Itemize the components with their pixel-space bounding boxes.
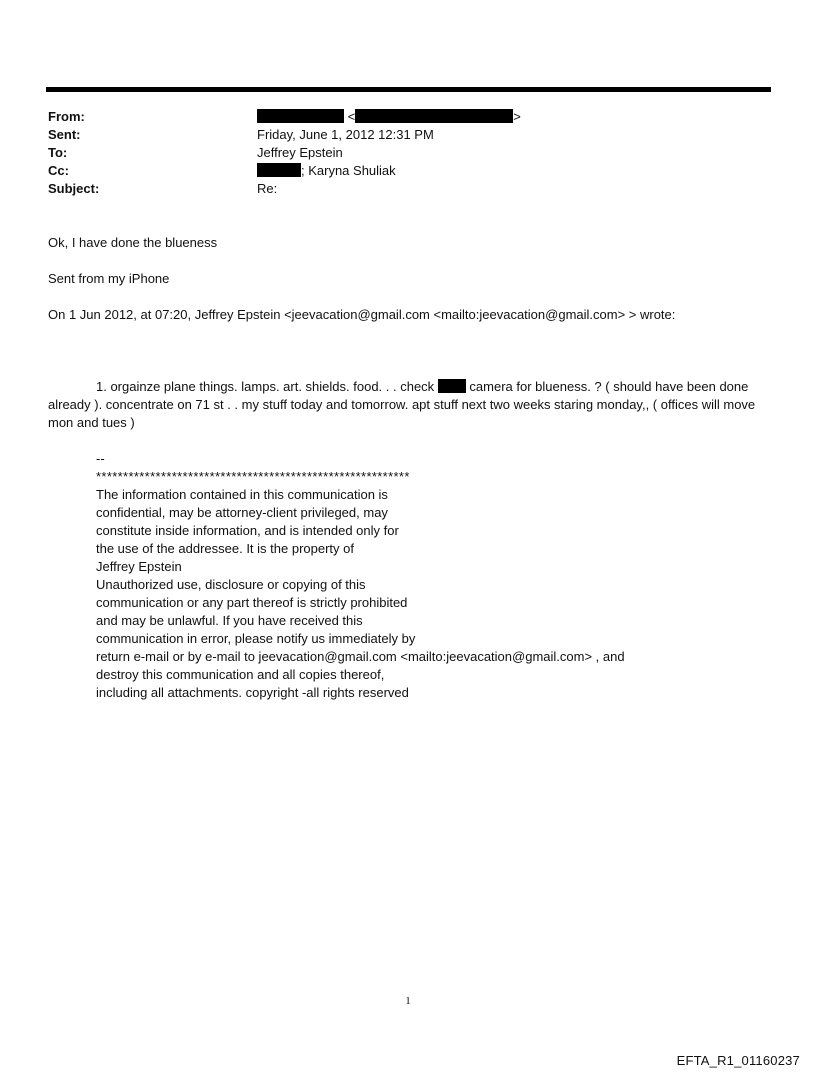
top-rule [46, 87, 771, 92]
disclaimer-line: communication or any part thereof is strictly prohibited [96, 595, 408, 610]
from-row [48, 108, 768, 126]
body-line-signature: Sent from my iPhone [48, 271, 170, 286]
disclaimer-dashes: -- [96, 451, 105, 466]
disclaimer-line: destroy this communication and all copies thereof, [96, 667, 385, 682]
disclaimer-line: and may be unlawful. If you have received this [96, 613, 363, 628]
body-line-attribution: On 1 Jun 2012, at 07:20, Jeffrey Epstein <jeevacation@gmail.com <mailto:jeevacation@gmail.com> > wrote: [48, 307, 676, 322]
to-label: To: [48, 145, 68, 160]
sent-label: Sent: [48, 127, 81, 142]
quoted-paragraph [48, 378, 758, 432]
redaction-box [257, 109, 344, 123]
from-close-bracket: > [513, 109, 521, 124]
to-row [48, 144, 768, 162]
disclaimer-line: constitute inside information, and is intended only for [96, 523, 399, 538]
disclaimer-line: return e-mail or by e-mail to jeevacation@gmail.com <mailto:jeevacation@gmail.com> , and [96, 649, 625, 664]
disclaimer-line: communication in error, please notify us immediately by [96, 631, 416, 646]
from-label: From: [48, 109, 85, 124]
cc-value [257, 162, 768, 180]
cc-names: ; Karyna Shuliak [301, 163, 396, 178]
page-number: 1 [405, 995, 411, 1007]
email-header [48, 108, 768, 198]
subject-value: Re: [257, 181, 278, 196]
disclaimer-line: Unauthorized use, disclosure or copying of this [96, 577, 366, 592]
sent-row [48, 126, 768, 144]
body-line-reply: Ok, I have done the blueness [48, 235, 218, 250]
cc-row [48, 162, 768, 180]
quoted-text-part2: camera for blueness. ? ( should have been done already ). concentrate on 71 st . . my stuff today and tomorrow. apt stuff next two weeks staring monday,, ( offices will move mon and tues ) [48, 379, 756, 430]
quoted-text-part1: 1. orgainze plane things. lamps. art. shields. food. . . check [96, 379, 438, 394]
disclaimer-stars: ********************************************************** [96, 469, 410, 484]
disclaimer-line: The information contained in this communication is [96, 487, 388, 502]
subject-row [48, 180, 768, 198]
redaction-box [355, 109, 513, 123]
sent-value: Friday, June 1, 2012 12:31 PM [257, 127, 434, 142]
redaction-box [438, 379, 466, 393]
confidentiality-disclaimer [96, 450, 736, 702]
disclaimer-line: the use of the addressee. It is the property of [96, 541, 354, 556]
disclaimer-line: including all attachments. copyright -all rights reserved [96, 685, 409, 700]
disclaimer-line: confidential, may be attorney-client privileged, may [96, 505, 388, 520]
from-open-bracket: < [347, 109, 356, 124]
document-id: EFTA_R1_01160237 [676, 1053, 800, 1068]
redaction-box [257, 163, 301, 177]
to-value: Jeffrey Epstein [257, 145, 343, 160]
cc-label: Cc: [48, 163, 69, 178]
subject-label: Subject: [48, 181, 100, 196]
from-value [257, 108, 768, 126]
disclaimer-line: Jeffrey Epstein [96, 559, 182, 574]
